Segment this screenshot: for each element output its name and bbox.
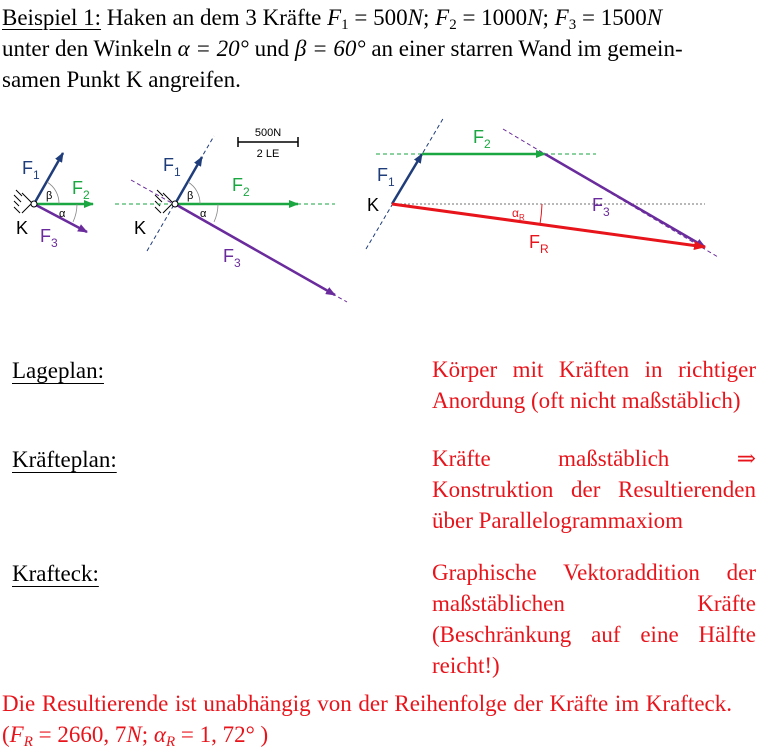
point-k-marker [172, 201, 178, 207]
label-k: K [367, 195, 380, 215]
label-k: K [134, 218, 147, 238]
angle-alpha-arc [214, 204, 218, 222]
label-f1: $F_1$ [163, 155, 181, 179]
term-lageplan: Lageplan: [12, 358, 104, 383]
term-kraefteplan: Kräfteplan: [12, 447, 117, 472]
force-f1-arrow [392, 154, 422, 204]
angle-alpha-r-arc [540, 204, 542, 224]
kraefteplan-diagram [115, 127, 347, 302]
label-f2: $F_2$ [473, 127, 491, 151]
label-fr: $F_R$ [529, 232, 549, 256]
resultant-fr-arrow [392, 204, 705, 247]
label-alpha-r: $\alpha_R$ [512, 206, 525, 222]
label-f2: $F_2$ [232, 175, 250, 199]
wall-hatch [155, 190, 173, 213]
label-alpha: α [59, 208, 66, 220]
example-label: Beispiel 1: [2, 5, 102, 30]
force-f3-arrow [175, 204, 335, 295]
scale-bar [238, 127, 298, 160]
wall-hatch [14, 190, 32, 213]
lageplan-diagram [14, 153, 93, 250]
label-f2: $F_2$ [72, 178, 90, 202]
definition-lageplan: Körper mit Kräften in richtiger Anordung (oft nicht maßstäblich) [432, 357, 756, 413]
krafteck-diagram [366, 117, 718, 257]
label-f3: $F_3$ [223, 246, 241, 270]
term-krafteck: Krafteck: [12, 561, 99, 586]
definition-krafteck: Graphische Vektoraddition der maßstäblichen Kräfte (Beschränkung auf eine Hälfte reicht!) [432, 560, 756, 678]
label-beta: β [187, 190, 194, 202]
conclusion-text: Die Resultierende ist unabhängig von der Reihenfolge der Kräfte im Krafteck. ($F_R = 2660$, 7N; $\alpha_R = 1$, 72° ) [2, 691, 732, 750]
label-alpha: α [200, 208, 207, 220]
label-f1: $F_1$ [377, 165, 395, 189]
label-beta: β [46, 190, 53, 202]
angle-alpha-arc [73, 204, 77, 222]
scale-label-bottom: 2 LE [256, 148, 280, 160]
label-f3: $F_3$ [40, 226, 58, 250]
force-diagrams [0, 110, 774, 310]
scale-label-top: 500N [254, 127, 282, 139]
label-f3: $F_3$ [592, 195, 610, 219]
label-k: K [16, 218, 29, 238]
label-f1: $F_1$ [22, 158, 40, 182]
definition-kraefteplan: Kräfte maßstäblich ⇒ Konstruktion der Resultierenden über Parallelogrammaxiom [432, 446, 756, 533]
point-k-marker [31, 201, 37, 207]
force-f3-arrow [545, 154, 705, 247]
problem-statement: Beispiel 1: Haken an dem 3 Kräfte $F_1 = 500N$; $F_2 = 1000N$; $F_3 = 1500N$ unter den Winkeln α = 20° und β = 60° an einer starren Wand im gemein- samen Punkt K angreifen. [2, 5, 683, 92]
